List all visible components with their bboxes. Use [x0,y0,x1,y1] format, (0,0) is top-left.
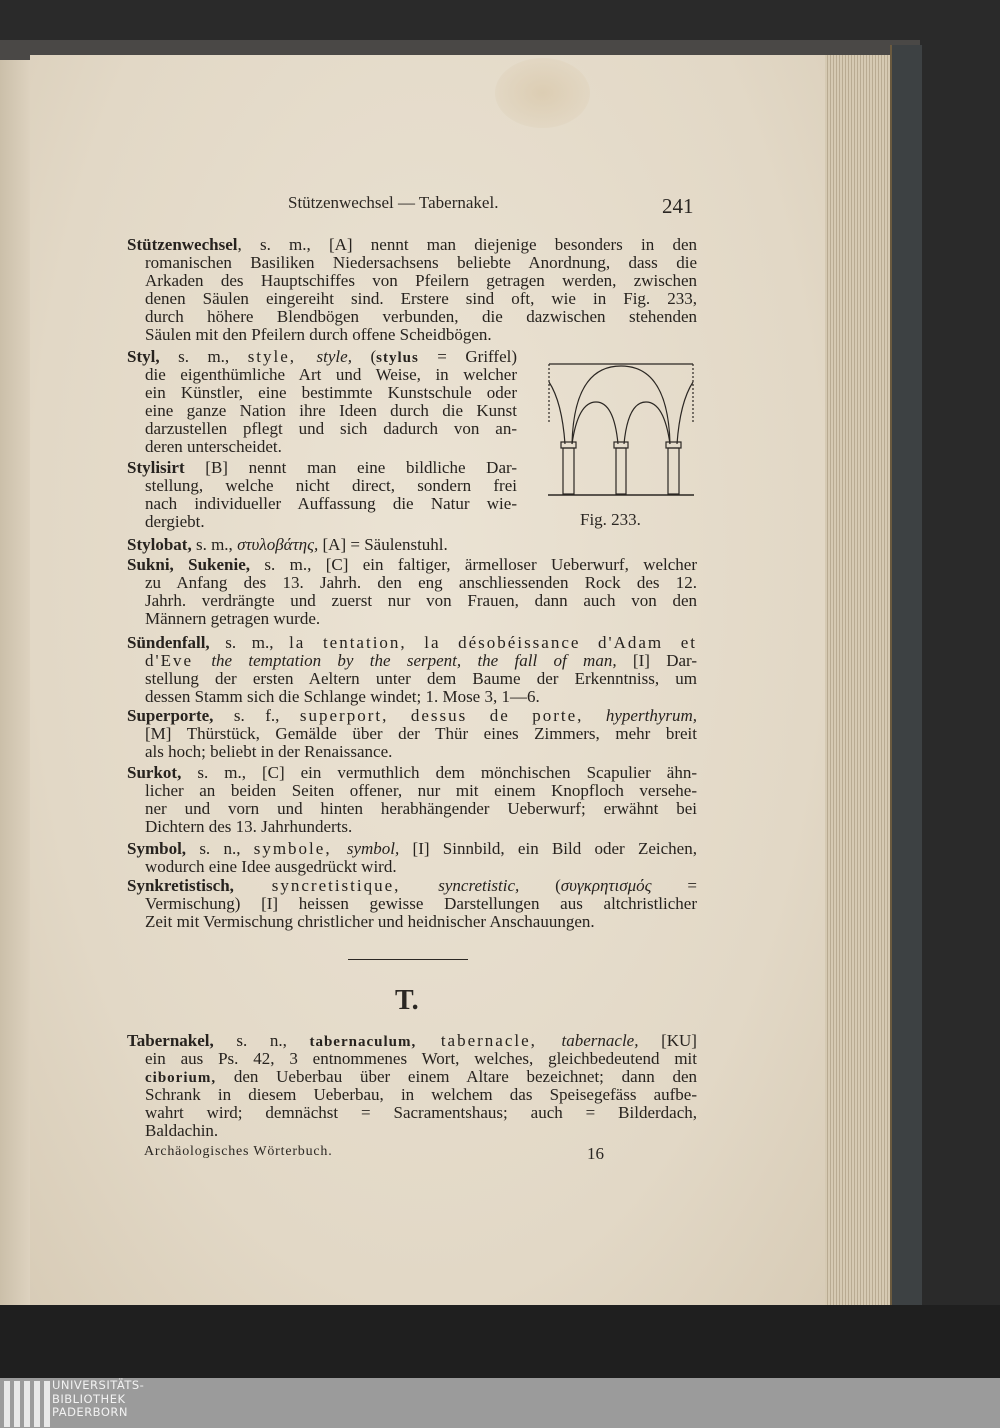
library-logo-icon [4,1381,50,1427]
entry-text: romanischen Basiliken Niedersachsens beliebte Anordnung, dass die [145,253,697,272]
entry-text: la tentation, la désobéissance d'Adam et [289,633,698,652]
entry-text: stellung der ersten Aeltern unter dem Baume der Erkenntniss, um [145,669,697,688]
dictionary-entry [127,764,697,836]
page-number: 241 [662,194,694,218]
entry-text: Schrank in diesem Ueberbau, in welchem das Speisegefäss aufbe- [145,1085,697,1104]
entry-text: s. m., [C] ein vermuthlich dem mönchischen Scapulier ähn- [181,763,697,782]
entry-text: s. n., [213,1031,310,1050]
entry-text: deren unterscheidet. [145,437,282,456]
entry-text: the temptation by the serpent, the fall of man, [211,651,617,670]
dictionary-entry [127,459,517,531]
entry-headline [127,556,697,574]
entry-text: style, [316,347,371,366]
dictionary-entry [127,877,697,931]
entry-text: στυλοβάτης, [237,535,319,554]
entry-text-line [127,402,517,420]
entry-text: stellung, welche nicht direct, sondern frei [145,476,517,495]
dictionary-entry [127,707,697,761]
entry-headline [127,840,697,858]
entry-text: durch höhere Blendbögen verbunden, die dazwischen stehenden [145,307,697,326]
entry-headline [127,764,697,782]
entry-text: tabernacle, [416,1031,562,1050]
entry-text: ner und vorn und hinten herabhängender Ueberwurf; erwähnt bei [145,799,697,818]
entry-text-line [127,725,697,743]
entry-text: d'Eve [145,651,212,670]
entry-text-line [127,592,697,610]
entry-term: Sukni, Sukenie, [127,555,251,574]
entry-term: Tabernakel, [127,1031,214,1050]
entry-headline [127,236,697,254]
entry-text: s. m., [191,535,238,554]
entry-text: darzustellen pflegt und sich dadurch von an- [145,419,517,438]
footer-signature: 16 [587,1144,604,1163]
entry-text: tabernacle, [561,1031,639,1050]
entry-text-line [127,688,697,706]
entry-text: stylus [376,350,419,366]
arcade-figure [548,362,694,498]
entry-headline [127,536,697,554]
entry-headline [127,1032,697,1050]
entry-term: Stützenwechsel [127,235,238,254]
entry-text: syncretistique, [233,876,439,895]
entry-text: Vermischung) [I] heissen gewisse Darstellungen aus altchristlicher [145,894,697,913]
entry-text-line [127,1104,697,1122]
entry-text: hyperthyrum, [605,706,698,725]
entry-text: denen Säulen eingereiht sind. Erstere sind oft, wie in Fig. 233, [145,289,697,308]
book-cover [890,45,922,1310]
entry-text: = [651,876,697,895]
section-divider [348,959,468,960]
page-edges [825,55,890,1305]
entry-text: superport, dessus de porte, [299,706,606,725]
entry-text: style, [247,347,317,366]
entry-text-line [127,290,697,308]
entry-text-line [127,800,697,818]
entry-text: wodurch eine Idee ausgedrückt wird. [145,857,397,876]
entry-text: [A] = Säulenstuhl. [318,535,448,554]
entry-text: eine ganze Nation ihre Ideen durch die Kunst [145,401,517,420]
entry-text-line [127,574,697,592]
entry-text-line [127,743,697,761]
entry-text: ( [370,347,377,366]
facing-page-edge [0,60,30,1305]
entry-term: Sündenfall, [127,633,210,652]
scan-background [0,1305,1000,1378]
entry-text: [M] Thürstück, Gemälde über der Thür eines Zimmers, mehr breit [145,724,697,743]
entry-text: symbol, [346,839,400,858]
entry-text: s. f., [213,706,300,725]
entry-text: [I] Sinnbild, ein Bild oder Zeichen, [399,839,697,858]
entry-text-line [127,1068,697,1086]
dictionary-entry [127,236,697,344]
entry-text: Arkaden des Hauptschiffes von Pfeilern getragen werden, zwischen [145,271,697,290]
entry-text-line [127,818,697,836]
figure-caption: Fig. 233. [580,510,641,529]
entry-text: die eigenthümliche Art und Weise, in welcher [145,365,517,384]
entry-term: Styl, [127,347,160,366]
entry-text: wahrt wird; demnächst = Sacramentshaus; auch = Bilderdach, [145,1103,697,1122]
entry-text-line [127,513,517,531]
entry-text: s. m., [209,633,290,652]
entry-text-line [127,782,697,800]
entry-text: [B] nennt man eine bildliche Dar- [184,458,517,477]
entry-text: als hoch; beliebt in der Renaissance. [145,742,393,761]
entry-headline [127,707,697,725]
entry-text: s. n., [186,839,254,858]
dictionary-entry [127,556,697,628]
entry-text: Dichtern des 13. Jahrhunderts. [145,817,353,836]
entry-headline [127,634,697,652]
entry-text: , s. m., [A] nennt man diejenige besonders in den [237,235,697,254]
entry-text: dessen Stamm sich die Schlange windet; 1. Mose 3, 1—6. [145,687,540,706]
entry-text: licher an beiden Seiten offener, nur mit einem Knopfloch versehe- [145,781,697,800]
entry-text-line [127,858,697,876]
entry-text-line [127,254,697,272]
entry-headline [127,459,517,477]
library-banner [0,1378,1000,1428]
entry-term: Superporte, [127,706,214,725]
entry-text: ein Künstler, eine bestimmte Kunstschule oder [145,383,517,402]
entry-text: Baldachin. [145,1121,219,1140]
entry-term: Surkot, [127,763,182,782]
entry-text-line [127,384,517,402]
entry-text-line [127,366,517,384]
entry-text: Säulen mit den Pfeilern durch offene Scheidbögen. [145,325,492,344]
section-letter: T. [395,985,419,1016]
entry-text-line [127,1086,697,1104]
entry-text-line [127,326,697,344]
entry-text: symbole, [253,839,347,858]
entry-text: zu Anfang des 13. Jahrh. den eng anschliessenden Rock des 12. [145,573,697,592]
library-name-line: BIBLIOTHEK [52,1391,126,1406]
entry-term: Stylobat, [127,535,192,554]
entry-term: Stylisirt [127,458,185,477]
running-title: Stützenwechsel — Tabernakel. [288,193,499,212]
dictionary-entry [127,634,697,706]
entry-text: tabernaculum, [309,1034,417,1050]
entry-text: Männern getragen wurde. [145,609,321,628]
entry-text: syncretistic, [438,876,520,895]
entry-text: [I] Dar- [616,651,698,670]
entry-text: = Griffel) [418,347,518,366]
entry-headline [127,348,517,366]
entry-term: Symbol, [127,839,187,858]
entry-text-line [127,420,517,438]
dictionary-entry [127,536,697,554]
entry-text: den Ueberbau über einem Altare bezeichnet; dann den [216,1067,697,1086]
entry-text: s. m., [C] ein faltiger, ärmelloser Ueberwurf, welcher [250,555,697,574]
entry-text: Zeit mit Vermischung christlicher und heidnischer Anschauungen. [145,912,595,931]
footer-book-title: Archäologisches Wörterbuch. [144,1144,333,1159]
entry-term: Synkretistisch, [127,876,234,895]
entry-text-line [127,1050,697,1068]
entry-text-line [127,610,697,628]
entry-text: ( [519,876,561,895]
entry-text-line [127,913,697,931]
entry-text-line [127,670,697,688]
paper-stain [495,58,590,128]
entry-text: dergiebt. [145,512,205,531]
entry-text: nach individueller Auffassung die Natur wie- [145,494,517,513]
entry-text: Jahrh. verdrängte und zuerst nur von Frauen, dann auch von den [145,591,697,610]
entry-text: s. m., [159,347,248,366]
entry-text-line [127,308,697,326]
entry-text-line [127,438,517,456]
entry-headline [127,877,697,895]
entry-text-line [127,477,517,495]
library-name-line: PADERBORN [52,1405,129,1419]
entry-text-line [127,895,697,913]
entry-text-line [127,272,697,290]
entry-text: ciborium, [145,1070,217,1086]
entry-text: ein aus Ps. 42, 3 entnommenes Wort, welches, gleichbedeutend mit [145,1049,697,1068]
dictionary-entry [127,840,697,876]
entry-text-line [127,495,517,513]
entry-text-line [127,652,697,670]
entry-text-line [127,1122,697,1140]
library-name-line: UNIVERSITÄTS- [52,1378,145,1392]
entry-text: [KU] [638,1031,697,1050]
dictionary-entry [127,1032,697,1140]
dictionary-entry [127,348,517,456]
library-name [52,1379,144,1420]
entry-text: συγκρητισμός [560,876,652,895]
